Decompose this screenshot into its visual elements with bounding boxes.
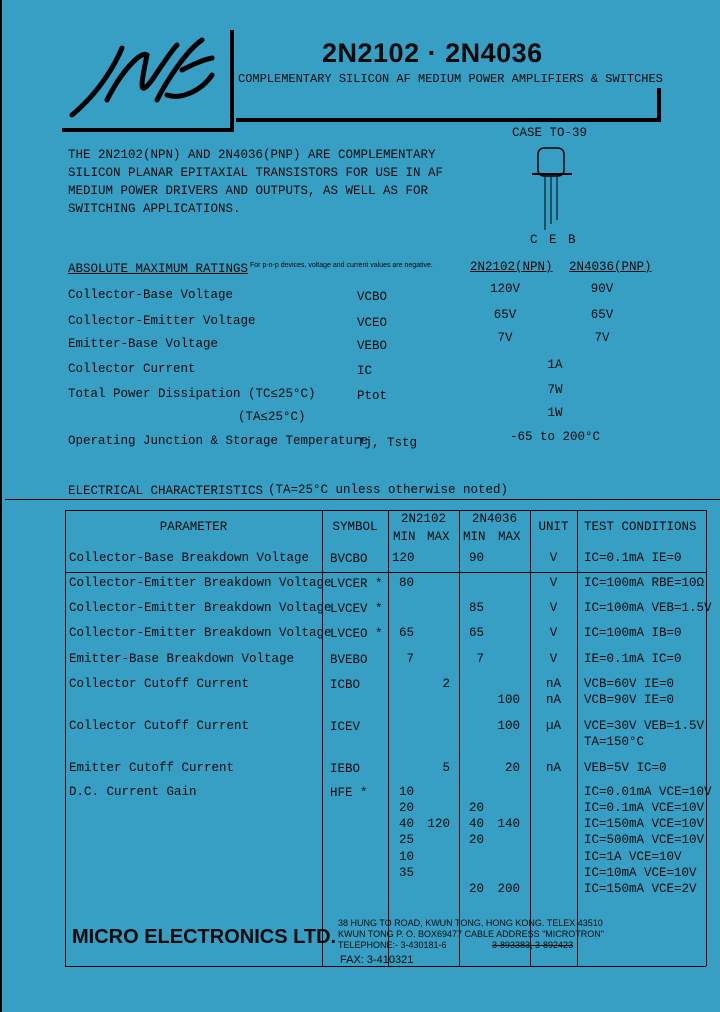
row-test-conditions: IC=100mA VEB=1.5V <box>584 601 712 615</box>
case-label: CASE TO-39 <box>512 126 588 140</box>
row-parameter: D.C. Current Gain <box>69 785 197 799</box>
row-test-conditions: IC=150mA VCE=2V <box>584 882 697 896</box>
table-column-line <box>459 510 460 966</box>
pnp-max: 100 <box>497 719 520 733</box>
row-test-conditions: VCE=30V VEB=1.5V <box>584 719 705 733</box>
row-test-conditions: TA=150°C <box>584 735 645 749</box>
telephone-old: 3-893383, 3-892423 <box>492 940 574 950</box>
npn-min: 65 <box>398 626 414 640</box>
row-test-conditions: IE=0.1mA IC=0 <box>584 652 682 666</box>
table-border <box>65 966 706 967</box>
rating-param: Operating Junction & Storage Temperature <box>68 434 369 448</box>
rating-pnp: 65V <box>590 308 614 322</box>
address-line-2: KWUN TONG P. O. BOX69477 CABLE ADDRESS "MICROTRON" <box>338 929 604 939</box>
row-unit: V <box>549 601 558 615</box>
rating-param: Emitter-Base Voltage <box>68 337 219 351</box>
row-test-conditions: IC=0.01mA VCE=10V <box>584 785 712 799</box>
row-test-conditions: VCB=90V IE=0 <box>584 693 675 707</box>
title-rule-end <box>657 88 661 122</box>
ratings-heading: ABSOLUTE MAXIMUM RATINGS <box>68 262 249 276</box>
telephone: TELEPHONE:- 3-430181-6 <box>338 940 447 950</box>
row-symbol: HFE * <box>330 786 368 800</box>
rating-pnp: 90V <box>590 282 614 296</box>
row-unit: V <box>549 652 558 666</box>
rating-npn: 65V <box>493 308 517 322</box>
header-max: MAX <box>498 530 521 544</box>
row-unit: V <box>549 626 558 640</box>
row-unit: µA <box>545 719 561 733</box>
row-symbol: BVCBO <box>330 552 368 566</box>
row-symbol: BVEBO <box>330 653 368 667</box>
row-test-conditions: IC=0.1mA VCE=10V <box>584 801 705 815</box>
row-test-conditions: IC=10mA VCE=10V <box>584 866 697 880</box>
row-test-conditions: IC=100mA RBE=10Ω <box>584 576 705 590</box>
intro-text: THE 2N2102(NPN) AND 2N4036(PNP) ARE COMPLEMENTARY SILICON PLANAR EPITAXIAL TRANSISTORS FOR USE IN AF MEDIUM POWER DRIVERS AND OUTPUTS, AS WELL AS FOR SWITCHING APPLICATIONS. <box>68 148 444 216</box>
table-border <box>65 510 706 511</box>
npn-min: 80 <box>398 576 414 590</box>
rating-value: 1A <box>547 358 563 372</box>
rating-symbol: Tj, Tstg <box>357 436 418 450</box>
npn-min: 10 <box>398 850 414 864</box>
rating-param: Collector-Base Voltage <box>68 288 234 302</box>
header-min: MIN <box>393 530 416 544</box>
row-test-conditions: IC=100mA IB=0 <box>584 626 682 640</box>
page-subtitle: COMPLEMENTARY SILICON AF MEDIUM POWER AMPLIFIERS & SWITCHES <box>238 72 663 86</box>
row-test-conditions: VCB=60V IE=0 <box>584 677 675 691</box>
rating-symbol: VEBO <box>357 339 388 353</box>
npn-min: 20 <box>398 801 414 815</box>
header-pnp: 2N4036 <box>471 512 517 526</box>
row-symbol: LVCER * <box>330 577 383 591</box>
row-parameter: Emitter Cutoff Current <box>69 761 235 775</box>
header-parameter: PARAMETER <box>159 520 228 534</box>
row-symbol: IEBO <box>330 762 361 776</box>
logo-box <box>62 30 234 132</box>
pnp-min: 65 <box>468 626 484 640</box>
header-npn: 2N2102 <box>400 512 446 526</box>
rating-symbol: IC <box>357 364 373 378</box>
rating-value: 1W <box>547 406 563 420</box>
pnp-min: 40 <box>468 817 484 831</box>
title-rule <box>236 118 660 122</box>
me-logo-icon <box>62 30 230 128</box>
header-max: MAX <box>427 530 450 544</box>
npn-min: 10 <box>398 785 414 799</box>
row-unit: V <box>549 551 558 565</box>
company-name: MICRO ELECTRONICS LTD. <box>72 926 337 948</box>
electrical-heading: ELECTRICAL CHARACTERISTICS <box>68 484 264 498</box>
electrical-condition: (TA=25°C unless otherwise noted) <box>268 483 509 497</box>
row-unit: nA <box>545 761 561 775</box>
ratings-col-pnp: 2N4036(PNP) <box>569 260 652 274</box>
pnp-min: 7 <box>476 652 484 666</box>
row-parameter: Collector-Base Breakdown Voltage <box>69 551 310 565</box>
header-test-conditions: TEST CONDITIONS <box>584 520 697 534</box>
row-symbol: ICBO <box>330 678 361 692</box>
row-test-conditions: IC=0.1mA IE=0 <box>584 551 682 565</box>
fax: FAX: 3-410321 <box>340 954 414 966</box>
rating-param: Collector-Emitter Voltage <box>68 314 256 328</box>
npn-max: 2 <box>442 677 450 691</box>
page-title: 2N2102 · 2N4036 <box>322 38 543 68</box>
rating-npn: 7V <box>497 331 513 345</box>
rating-param: Total Power Dissipation (TC≤25°C) <box>68 387 316 401</box>
row-test-conditions: IC=150mA VCE=10V <box>584 817 705 831</box>
pnp-min: 90 <box>468 551 484 565</box>
row-test-conditions: IC=500mA VCE=10V <box>584 833 705 847</box>
page-edge <box>0 0 2 1012</box>
pnp-min: 20 <box>468 801 484 815</box>
ratings-col-npn: 2N2102(NPN) <box>470 260 553 274</box>
table-column-line <box>706 510 707 966</box>
pnp-min: 85 <box>468 601 484 615</box>
npn-min: 120 <box>392 551 415 565</box>
npn-max: 120 <box>427 817 450 831</box>
ratings-note: For p-n-p devices, voltage and current values are negative. <box>250 262 433 269</box>
table-border <box>65 572 706 573</box>
row-parameter: Collector Cutoff Current <box>69 719 250 733</box>
header-unit: UNIT <box>538 520 569 534</box>
rating-value: -65 to 200°C <box>509 430 600 444</box>
row-unit: nA <box>545 693 561 707</box>
pnp-max: 140 <box>497 817 520 831</box>
row-test-conditions: IC=1A VCE=10V <box>584 850 682 864</box>
pnp-min: 20 <box>468 882 484 896</box>
npn-min: 35 <box>398 866 414 880</box>
table-column-line <box>388 510 389 966</box>
rating-symbol: VCBO <box>357 290 388 304</box>
row-parameter: Collector-Emitter Breakdown Voltage <box>69 626 332 640</box>
row-unit: V <box>549 576 558 590</box>
row-parameter: Collector Cutoff Current <box>69 677 250 691</box>
address-line-1: 38 HUNG TO ROAD, KWUN TONG, HONG KONG. TELEX 43510 <box>338 918 603 928</box>
npn-max: 5 <box>442 761 450 775</box>
pnp-min: 20 <box>468 833 484 847</box>
pnp-max: 200 <box>497 882 520 896</box>
row-symbol: LVCEV * <box>330 602 383 616</box>
rating-param: Collector Current <box>68 362 196 376</box>
row-parameter: Collector-Emitter Breakdown Voltage <box>69 576 332 590</box>
pnp-max: 100 <box>497 693 520 707</box>
header-symbol: SYMBOL <box>332 520 378 534</box>
row-unit: nA <box>545 677 561 691</box>
npn-min: 7 <box>406 652 414 666</box>
row-symbol: LVCEO * <box>330 627 383 641</box>
row-parameter: Emitter-Base Breakdown Voltage <box>69 652 295 666</box>
divider <box>5 499 720 500</box>
rating-symbol: VCEO <box>357 316 388 330</box>
pin-labels: C E B <box>530 233 578 247</box>
npn-min: 25 <box>398 833 414 847</box>
table-column-line <box>65 510 66 966</box>
rating-npn: 120V <box>489 282 520 296</box>
row-parameter: Collector-Emitter Breakdown Voltage <box>69 601 332 615</box>
rating-value: 7W <box>547 383 563 397</box>
npn-min: 40 <box>398 817 414 831</box>
rating-param: (TA≤25°C) <box>238 410 306 424</box>
rating-pnp: 7V <box>594 331 610 345</box>
row-test-conditions: VEB=5V IC=0 <box>584 761 667 775</box>
row-symbol: ICEV <box>330 720 361 734</box>
rating-symbol: Ptot <box>357 389 388 403</box>
table-column-line <box>577 510 578 966</box>
header-min: MIN <box>463 530 486 544</box>
pnp-max: 20 <box>504 761 520 775</box>
